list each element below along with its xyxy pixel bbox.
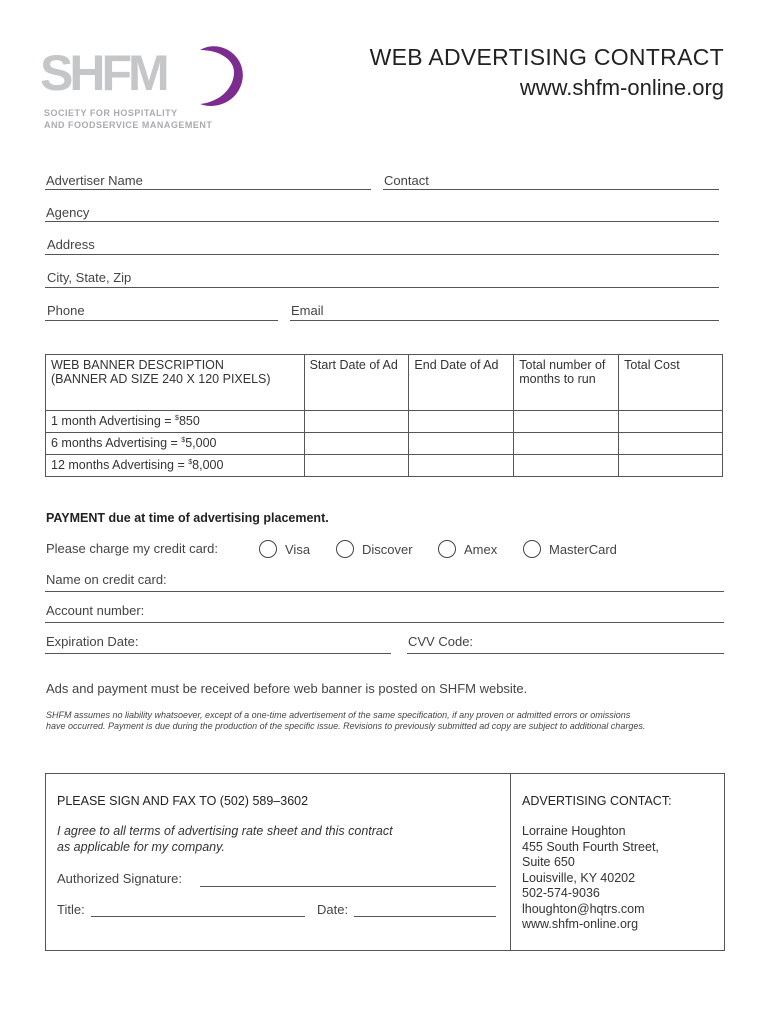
sign-fax-heading: PLEASE SIGN AND FAX TO (502) 589–3602: [57, 794, 309, 808]
name-on-card-field[interactable]: [45, 591, 724, 592]
phone-label: Phone: [47, 303, 85, 318]
contact-phone: 502-574-9036: [522, 886, 600, 900]
contact-field[interactable]: [383, 189, 719, 190]
shfm-logo: [40, 42, 250, 132]
start-date-cell[interactable]: [304, 411, 409, 433]
date-field[interactable]: [354, 916, 496, 917]
radio-icon[interactable]: [336, 540, 354, 558]
city-state-zip-label: City, State, Zip: [47, 270, 132, 285]
start-date-cell[interactable]: [304, 455, 409, 477]
total-cost-cell[interactable]: [619, 455, 723, 477]
advertiser-name-field[interactable]: [45, 189, 371, 190]
agency-label: Agency: [46, 205, 90, 220]
fine-print-line1: SHFM assumes no liability whatsoever, except of a one-time advertisement of the same specification, if any proven or admitted errors or omissions: [46, 710, 631, 720]
cvv-label: CVV Code:: [408, 634, 474, 649]
header-total-months: Total number of months to run: [514, 355, 619, 411]
total-cost-cell[interactable]: [619, 433, 723, 455]
authorized-signature-label: Authorized Signature:: [57, 871, 183, 886]
table-header-row: [46, 355, 723, 411]
logo-mark-icon: [190, 42, 250, 110]
contact-details: [522, 824, 659, 933]
contact-name: Lorraine Houghton: [522, 824, 626, 838]
contact-label: Contact: [384, 173, 429, 188]
address-field[interactable]: [45, 254, 719, 255]
row-description: 1 month Advertising = $850: [46, 411, 305, 433]
end-date-cell[interactable]: [409, 433, 514, 455]
agree-line1: I agree to all terms of advertising rate sheet and this contract: [57, 824, 393, 838]
logo-org-line1: SOCIETY FOR HOSPITALITY: [44, 108, 178, 118]
header-description: WEB BANNER DESCRIPTION (BANNER AD SIZE 240 X 120 PIXELS): [46, 355, 305, 411]
name-on-card-label: Name on credit card:: [46, 572, 167, 587]
account-number-label: Account number:: [46, 603, 145, 618]
mastercard-option[interactable]: MasterCard: [523, 540, 617, 558]
account-number-field[interactable]: [45, 622, 724, 623]
title-field[interactable]: [91, 916, 305, 917]
start-date-cell[interactable]: [304, 433, 409, 455]
advertiser-name-label: Advertiser Name: [46, 173, 143, 188]
end-date-cell[interactable]: [409, 411, 514, 433]
charge-card-label: Please charge my credit card:: [46, 541, 218, 556]
radio-icon[interactable]: [523, 540, 541, 558]
header-total-cost: Total Cost: [619, 355, 723, 411]
email-label: Email: [291, 303, 324, 318]
table-row: [46, 433, 723, 455]
authorized-signature-field[interactable]: [200, 886, 496, 887]
cvv-field[interactable]: [407, 653, 724, 654]
logo-letters: SHFM: [40, 45, 166, 101]
visa-option[interactable]: Visa: [259, 540, 310, 558]
address-label: Address: [47, 237, 95, 252]
contact-city: Louisville, KY 40202: [522, 870, 636, 885]
discover-option[interactable]: Discover: [336, 540, 413, 558]
city-state-zip-field[interactable]: [45, 287, 719, 288]
total-cost-cell[interactable]: [619, 411, 723, 433]
phone-field[interactable]: [45, 320, 278, 321]
advertising-contact-heading: ADVERTISING CONTACT:: [522, 794, 672, 808]
row-description: 6 months Advertising = $5,000: [46, 433, 305, 455]
date-label: Date:: [317, 902, 349, 917]
table-row: [46, 411, 723, 433]
total-months-cell[interactable]: [514, 411, 619, 433]
agency-field[interactable]: [45, 221, 719, 222]
end-date-cell[interactable]: [409, 455, 514, 477]
contact-email-link[interactable]: lhoughton@hqtrs.com: [522, 901, 645, 916]
header-url: www.shfm-online.org: [519, 75, 724, 100]
fine-print-line2: have occurred. Payment is due during the production of the specific issue. Revisions to previously submitted ad copy are subject to additional charges.: [46, 721, 646, 731]
expiration-label: Expiration Date:: [46, 634, 139, 649]
radio-icon[interactable]: [259, 540, 277, 558]
logo-org-line2: AND FOODSERVICE MANAGEMENT: [44, 120, 213, 130]
page-title: WEB ADVERTISING CONTRACT: [369, 44, 724, 70]
radio-icon[interactable]: [438, 540, 456, 558]
total-months-cell[interactable]: [514, 455, 619, 477]
contact-street: 455 South Fourth Street,: [522, 839, 659, 854]
table-row: [46, 455, 723, 477]
contact-suite: Suite 650: [522, 855, 575, 869]
box-divider: [510, 773, 511, 951]
email-field[interactable]: [290, 320, 719, 321]
header-start-date: Start Date of Ad: [304, 355, 409, 411]
amex-option[interactable]: Amex: [438, 540, 497, 558]
total-months-cell[interactable]: [514, 433, 619, 455]
title-label: Title:: [57, 902, 85, 917]
ad-table: [45, 354, 723, 477]
row-description: 12 months Advertising = $8,000: [46, 455, 305, 477]
contact-website-link[interactable]: www.shfm-online.org: [522, 917, 639, 931]
header-end-date: End Date of Ad: [409, 355, 514, 411]
payment-heading: PAYMENT due at time of advertising placement.: [46, 511, 329, 525]
expiration-field[interactable]: [45, 653, 391, 654]
notice-main: Ads and payment must be received before web banner is posted on SHFM website.: [46, 681, 528, 696]
agree-line2: as applicable for my company.: [57, 840, 225, 854]
